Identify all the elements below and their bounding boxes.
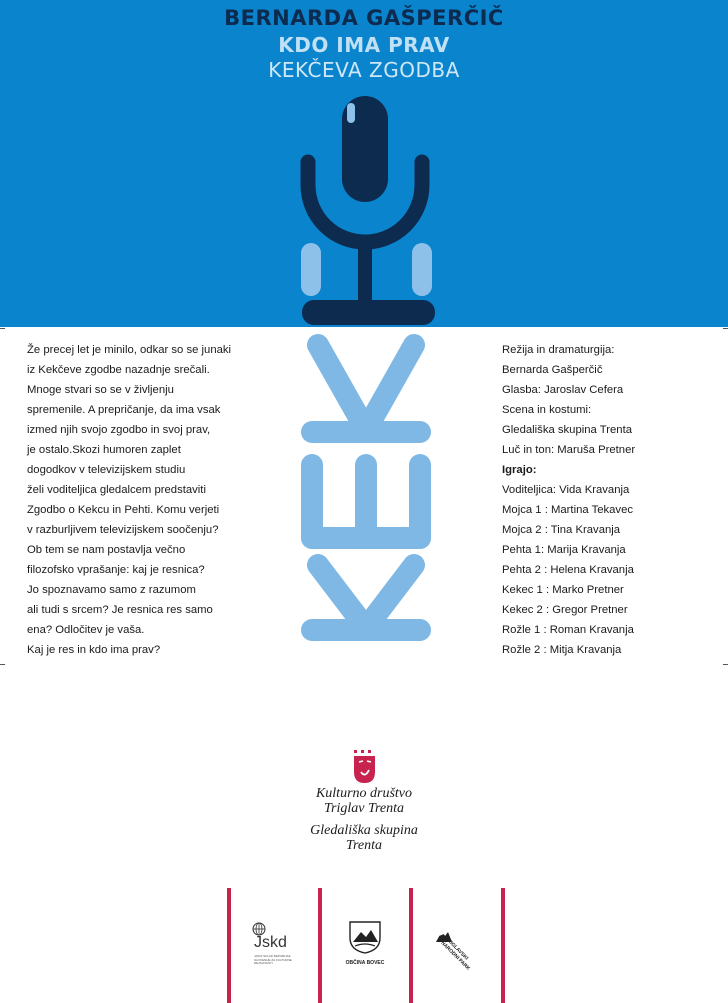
author-name: BERNARDA GAŠPERČIČ [224,6,504,30]
story-line: želi voditeljica gledalcem predstaviti [27,484,206,496]
story-line: izmed njih svojo zgodbo in svoj prav, [27,424,211,436]
theatre-mask-icon [353,750,377,784]
cast-line: Pehta 1: Marija Kravanja [502,544,626,556]
story-line: filozofsko vprašanje: kaj je resnica? [27,564,205,576]
credit-line: Režija in dramaturgija: [502,344,615,356]
sponsor-divider [409,888,413,1003]
story-line: iz Kekčeve zgodbe nazadnje srečali. [27,364,210,376]
organizer-name-line2: Triglav Trenta [323,801,404,816]
play-title: KDO IMA PRAV [278,33,450,57]
tnp-name: TRIGLAVSKI NARODNI PARK [439,936,472,972]
letter-k-lower [312,565,420,630]
story-line: spremenile. A prepričanje, da ima vsak [27,404,221,416]
sponsor-divider [318,888,322,1003]
story-line: dogodkov v televizijskem studiu [27,464,186,476]
credit-line: Gledališka skupina Trenta [502,424,632,436]
bovec-crest-icon [347,920,383,954]
cast-line: Rožle 1 : Roman Kravanja [502,624,634,636]
story-line: Zgodbo o Kekcu in Pehti. Komu verjeti [27,504,220,516]
tnp-logo [434,926,486,972]
story-line: v razburljivem televizijskem soočenju? [27,524,219,536]
play-subtitle: KEKČEVA ZGODBA [268,58,460,82]
letter-e [312,465,420,538]
crop-mark [0,664,5,665]
credits [502,340,722,660]
story-line: Kaj je res in kdo ima prav? [27,644,161,656]
credit-line: Luč in ton: Maruša Pretner [502,444,636,456]
credit-line: Glasba: Jaroslav Cefera [502,384,624,396]
cast-line: Mojca 2 : Tina Kravanja [502,524,621,536]
bovec-name: OBČINA BOVEC [345,960,385,966]
story-line: Mnoge stvari so se v življenju [27,384,174,396]
cast-line: Pehta 2 : Helena Kravanja [502,564,634,576]
organizer-group-line1: Gledališka skupina [310,823,418,838]
story-line: ali tudi s srcem? Je resnica res samo [27,604,213,616]
sponsor-divider [501,888,505,1003]
story-text [27,340,277,660]
crop-mark [723,664,728,665]
story-line: ena? Odločitev je vaša. [27,624,145,636]
cast-line: Rožle 2 : Mitja Kravanja [502,644,622,656]
jskd-small-text: JAVNI SKLAD REPUBLIKE SLOVENIJE ZA KULTURNE DEJAVNOSTI [254,954,292,965]
bovec-logo [340,920,390,972]
microphone-icon [301,96,435,325]
story-line: Jo spoznavamo samo z razumom [27,584,196,596]
jskd-name: Jskd [254,934,287,951]
cast-line: Mojca 1 : Martina Tekavec [502,504,634,516]
story-line: je ostalo.Skozi humoren zaplet [27,444,181,456]
cast-line: Voditeljica: Vida Kravanja [502,484,630,496]
organizer-group-line2: Trenta [345,838,383,853]
cast-line: Kekec 2 : Gregor Pretner [502,604,628,616]
cast-line: Kekec 1 : Marko Pretner [502,584,624,596]
story-line: Že precej let je minilo, odkar so se junaki [27,344,232,356]
credit-line: Scena in kostumi: [502,404,592,416]
story-line: Ob tem se nam postavlja večno [27,544,186,556]
cast-heading: Igrajo: [502,464,537,476]
sponsor-divider [227,888,231,1003]
letter-k-upper [312,345,420,432]
organizer-name-line1: Kulturno društvo [315,786,413,801]
credit-line: Bernarda Gašperčič [502,364,603,376]
